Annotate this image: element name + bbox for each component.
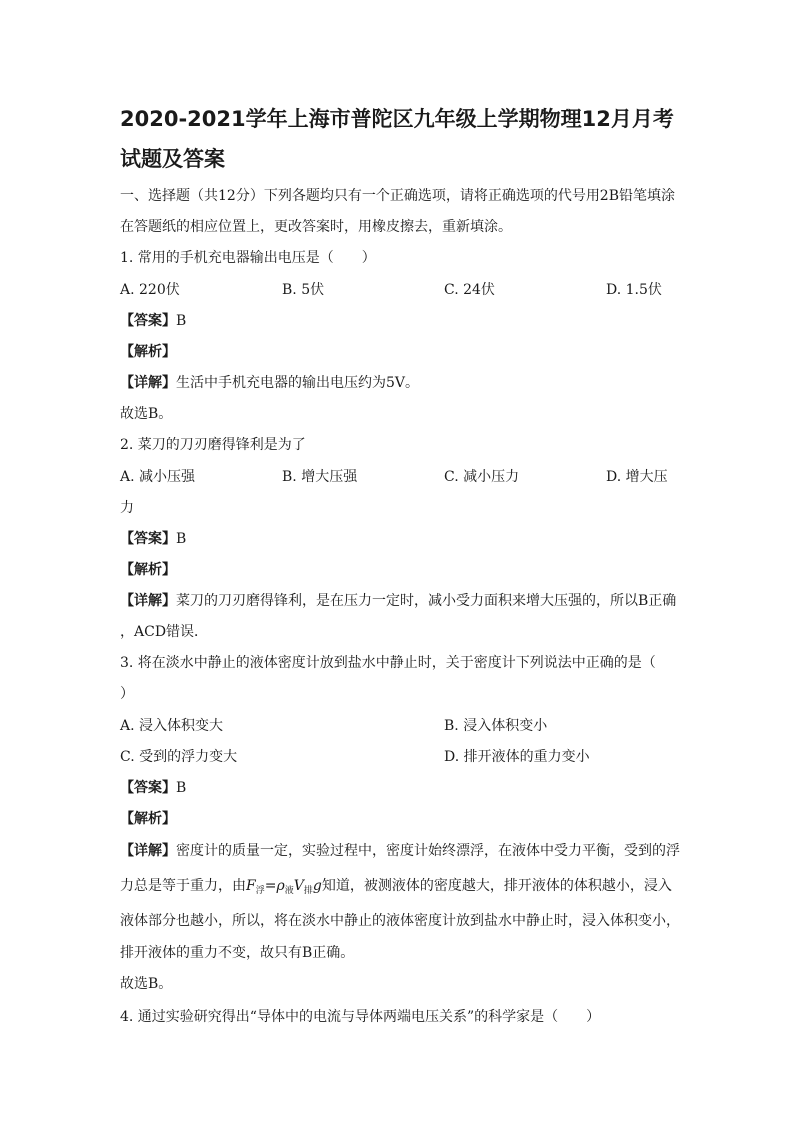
q1-conclusion: 故选B。 [120,406,173,422]
q3-conclusion: 故选B。 [120,976,173,992]
q2-answer-value: B [176,531,187,547]
q3-detail-line-3: 液体部分也越小，所以，将在淡水中静止的液体密度计放到盐水中静止时，浸入体积变小， [120,913,680,929]
q3-option-d: D. 排开液体的重力变小 [444,749,590,765]
document-title-line-2: 试题及答案 [120,147,225,171]
q3-stem-line-1: 3. 将在淡水中静止的液体密度计放到盐水中静止时，关于密度计下列说法中正确的是（ [120,655,656,671]
q1-answer-value: B [176,313,187,329]
q3-answer-value: B [176,780,187,796]
q3-option-c: C. 受到的浮力变大 [120,749,238,765]
section-instructions-line-1: 一、选择题（共12分）下列各题均只有一个正确选项，请将正确选项的代号用2B铅笔填涂 [120,188,676,204]
formula-rho-sub: 液 [284,886,294,896]
q3-analysis-label: 【解析】 [120,811,176,827]
formula-eq: = [264,878,277,894]
section-instructions-line-2: 在答题纸的相应位置上，更改答案时，用橡皮擦去，重新填涂。 [120,219,512,235]
q3-answer [120,779,680,797]
buoyancy-formula [246,878,322,894]
q2-option-b: B. 增大压强 [282,469,358,485]
q3-detail-line-1 [120,842,680,860]
q3-detail-text-1: 密度计的质量一定，实验过程中，密度计始终漂浮，在液体中受力平衡，受到的浮 [176,843,680,859]
q1-detail [120,374,680,392]
q2-answer [120,530,680,548]
q2-detail-line-2: ，ACD错误． [120,624,209,640]
q1-stem: 1. 常用的手机充电器输出电压是（ ） [120,250,376,266]
q3-option-b: B. 浸入体积变小 [444,718,548,734]
q3-option-a: A. 浸入体积变大 [120,718,224,734]
q1-option-d: D. 1.5伏 [606,282,662,298]
q3-detail-text-2a: 力总是等于重力，由 [120,878,246,894]
q1-answer [120,312,680,330]
formula-v: V [293,878,304,894]
answer-label: 【答案】 [120,780,176,796]
answer-label: 【答案】 [120,313,176,329]
detail-label: 【详解】 [120,375,176,391]
q2-stem: 2. 菜刀的刀刃磨得锋利是为了 [120,437,306,453]
q3-detail-line-2 [120,877,680,900]
q4-stem: 4. 通过实验研究得出“导体中的电流与导体两端电压关系”的科学家是（ ） [120,1009,601,1025]
q2-detail-text-1: 菜刀的刀刃磨得锋利，是在压力一定时，减小受力面积来增大压强的，所以B正确 [176,593,677,609]
q1-detail-text: 生活中手机充电器的输出电压约为5V。 [176,375,420,391]
q1-option-c: C. 24伏 [444,282,495,298]
q3-stem-line-2: ） [120,686,134,702]
detail-label: 【详解】 [120,593,176,609]
q3-detail-text-2b: 知道，被测液体的密度越大，排开液体的体积越小，浸入 [321,878,672,894]
q1-analysis-label: 【解析】 [120,344,176,360]
answer-label: 【答案】 [120,531,176,547]
q2-option-c: C. 减小压力 [444,469,520,485]
q2-option-d-wrap: 力 [120,500,134,516]
formula-f: F [246,878,256,894]
q3-detail-line-4: 排开液体的重力不变，故只有B正确。 [120,945,355,961]
document-title-line-1: 2020-2021学年上海市普陀区九年级上学期物理12月月考 [120,107,674,131]
formula-rho: ρ [276,878,285,894]
q2-option-a: A. 减小压强 [120,469,196,485]
formula-v-sub: 排 [303,886,313,896]
detail-label: 【详解】 [120,843,176,859]
q2-detail-line-1 [120,592,680,610]
q2-option-d: D. 增大压 [606,469,668,485]
q1-option-a: A. 220伏 [120,282,180,298]
formula-f-sub: 浮 [255,886,265,896]
formula-g: g [312,878,322,894]
q2-analysis-label: 【解析】 [120,562,176,578]
q1-option-b: B. 5伏 [282,282,325,298]
